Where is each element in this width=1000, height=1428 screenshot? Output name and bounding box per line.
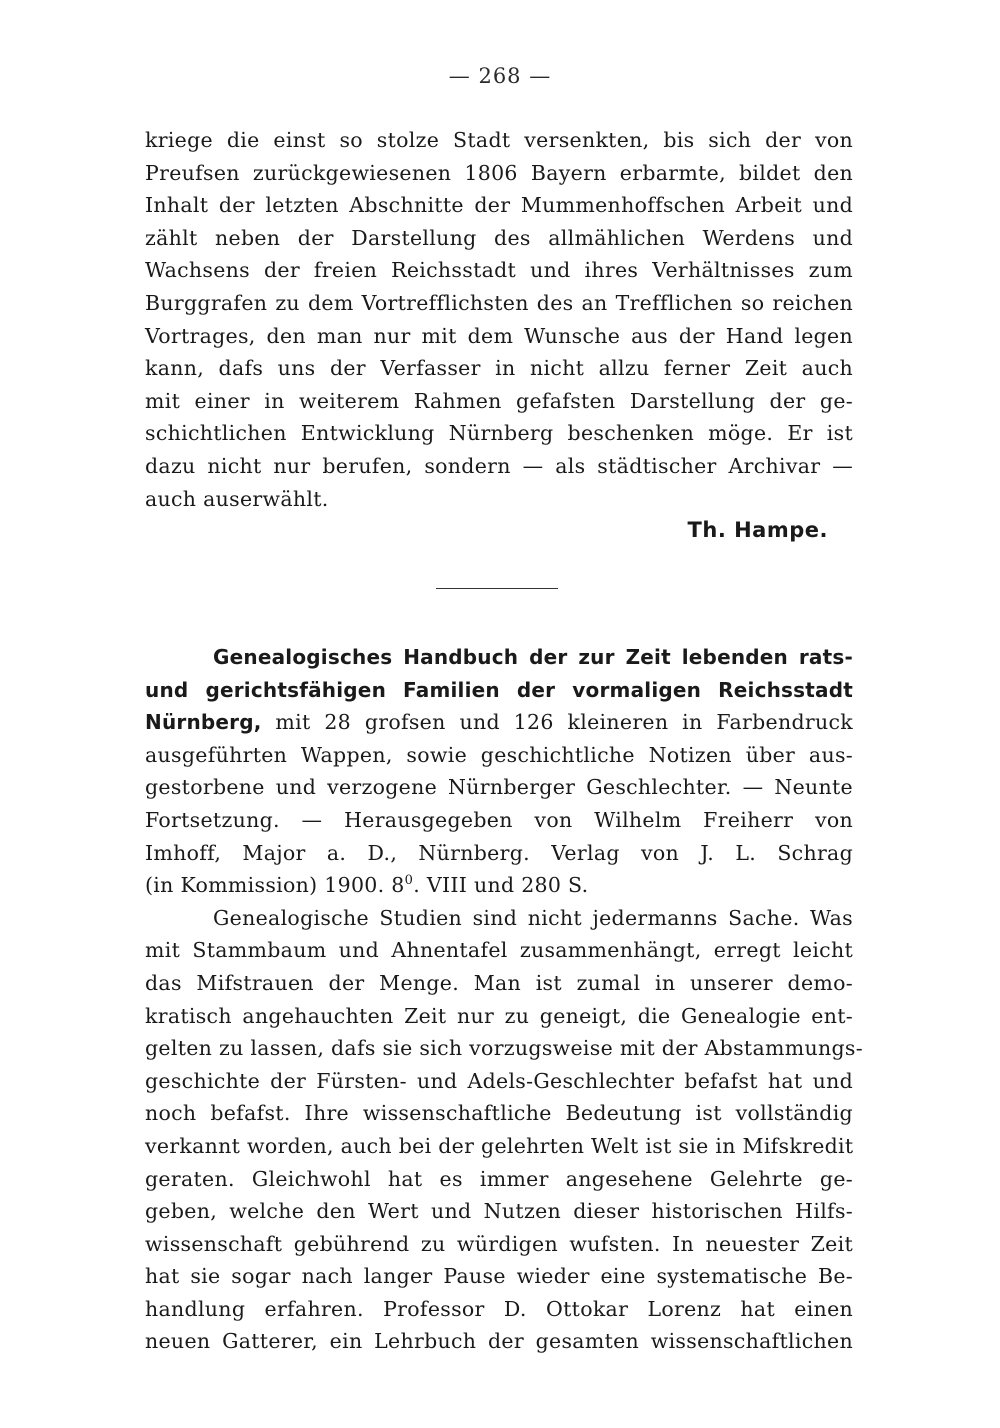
text-line: zählt neben der Darstellung des allmählichen Werdens und [145,225,853,250]
section-divider [436,588,558,589]
body-line: kratisch angehauchten Zeit nur zu geneigt, die Genealogie ent- [145,1003,853,1028]
review-continuation [145,124,853,515]
text-line: Inhalt der letzten Abschnitte der Mummenhoffschen Arbeit und [145,193,853,218]
text-line: Preufsen zurückgewiesenen 1806 Bayern erbarmte, bildet den [145,160,853,185]
citation-line: ausgeführten Wappen, sowie geschichtliche Notizen über aus- [145,742,853,767]
review-heading-line: Genealogisches Handbuch der zur Zeit lebenden rats- [213,645,853,669]
body-line: verkannt worden, auch bei der gelehrten Welt ist sie in Mifskredit [145,1133,854,1158]
review-heading-line [145,706,853,739]
reviewer-signature: Th. Hampe. [687,518,828,542]
body-line: noch befafst. Ihre wissenschaftliche Bedeutung ist vollständig [145,1101,853,1126]
review-heading-line: und gerichtsfähigen Familien der vormaligen Reichsstadt [145,677,853,702]
text-line: auch auserwählt. [145,486,329,511]
text-line: dazu nicht nur berufen, sondern — als städtischer Archivar — [145,453,853,478]
citation-line: Fortsetzung. — Herausgegeben von Wilhelm Freiherr von [145,807,853,832]
citation-line: Imhoff, Major a. D., Nürnberg. Verlag von J. L. Schrag [145,840,853,865]
text-line: kriege die einst so stolze Stadt versenkten, bis sich der von [145,128,853,152]
body-line: geraten. Gleichwohl hat es immer angesehene Gelehrte ge- [145,1166,853,1191]
body-line: Genealogische Studien sind nicht jedermanns Sache. Was [213,905,853,930]
heading-place-name: Nürnberg, [145,710,262,735]
body-line: handlung erfahren. Professor D. Ottokar Lorenz hat einen [145,1296,853,1321]
text-line: mit einer in weiterem Rahmen gefafsten Darstellung der ge- [145,388,853,413]
text-line: schichtlichen Entwicklung Nürnberg beschenken möge. Er ist [145,421,853,446]
citation-text: . VIII und 280 S. [413,873,589,898]
format-superscript: 0 [404,873,414,889]
citation-text: mit 28 grofsen und 126 kleineren in Farbendruck [261,710,853,735]
body-line: gelten zu lassen, dafs sie sich vorzugsweise mit der Abstammungs- [145,1036,863,1061]
body-line: geschichte der Fürsten- und Adels-Geschlechter befafst hat und [145,1068,853,1093]
page-number: — 268 — [448,64,552,88]
text-line: Burggrafen zu dem Vortrefflichsten des an Trefflichen so reichen [145,290,853,315]
text-line: Wachsens der freien Reichsstadt und ihres Verhältnisses zum [145,258,853,283]
body-line: mit Stammbaum und Ahnentafel zusammenhängt, erregt leicht [145,938,853,963]
body-line: geben, welche den Wert und Nutzen dieser historischen Hilfs- [145,1199,853,1224]
body-line: das Mifstrauen der Menge. Man ist zumal in unserer demo- [145,970,853,995]
citation-line: gestorbene und verzogene Nürnberger Geschlechter. — Neunte [145,775,853,800]
text-line: Vortrages, den man nur mit dem Wunsche aus der Hand legen [145,323,853,348]
citation-text: (in Kommission) 1900. 8 [145,873,405,898]
body-line: wissenschaft gebührend zu würdigen wufsten. In neuester Zeit [145,1231,853,1256]
text-line: kann, dafs uns der Verfasser in nicht allzu ferner Zeit auch [145,356,853,381]
body-line: hat sie sogar nach langer Pause wieder eine systematische Be- [145,1264,853,1289]
review-section [145,641,863,1358]
citation-line [145,869,853,902]
body-line: neuen Gatterer, ein Lehrbuch der gesamten wissenschaftlichen [145,1329,853,1354]
